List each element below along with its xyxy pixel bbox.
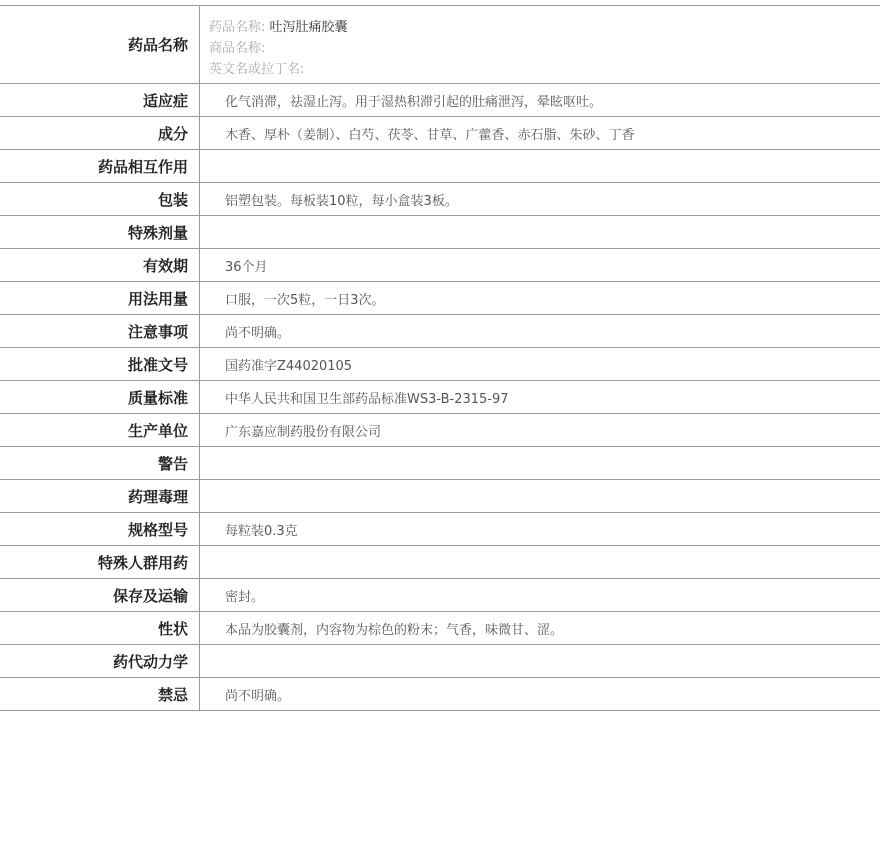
row-value: 尚不明确。 (225, 688, 291, 704)
row-label: 有效期 (0, 249, 200, 281)
row-label: 药代动力学 (0, 645, 200, 677)
row-value (200, 645, 880, 677)
row-value: 口服，一次5粒，一日3次。 (225, 292, 385, 308)
row-value: 本品为胶囊剂，内容物为棕色的粉末；气香，味微甘、涩。 (225, 622, 564, 638)
row-label: 保存及运输 (0, 579, 200, 611)
generic-name-key: 药品名称: (209, 20, 266, 35)
row-value: 国药准字Z44020105 (225, 358, 353, 374)
row-label: 质量标准 (0, 381, 200, 413)
row-value (200, 447, 880, 479)
row-value: 化气消滞，祛湿止泻。用于湿热积滞引起的肚痛泄泻，晕眩呕吐。 (225, 94, 603, 110)
row-label: 特殊剂量 (0, 216, 200, 248)
generic-name-value: 吐泻肚痛胶囊 (269, 20, 348, 35)
table-row-manufacturer (0, 414, 880, 447)
row-value: 木香、厚朴（姜制）、白芍、茯苓、甘草、广藿香、赤石脂、朱砂、丁香 (225, 127, 635, 143)
row-label: 性状 (0, 612, 200, 644)
generic-name-line (209, 17, 880, 38)
row-value (200, 480, 880, 512)
row-label: 生产单位 (0, 414, 200, 446)
table-row-expiry (0, 249, 880, 282)
row-value (200, 546, 880, 578)
trade-name-key: 商品名称: (209, 41, 266, 56)
row-value: 中华人民共和国卫生部药品标准WS3-B-2315-97 (225, 391, 509, 407)
table-row-interactions (0, 150, 880, 183)
row-label: 成分 (0, 117, 200, 149)
row-label: 批准文号 (0, 348, 200, 380)
row-label: 药理毒理 (0, 480, 200, 512)
row-label: 禁忌 (0, 678, 200, 710)
table-row-storage (0, 579, 880, 612)
row-value: 尚不明确。 (225, 325, 291, 341)
table-row-approval-number (0, 348, 880, 381)
table-row-packaging (0, 183, 880, 216)
row-label: 适应症 (0, 84, 200, 116)
table-row-special-dosage (0, 216, 880, 249)
row-value: 密封。 (225, 589, 265, 605)
drug-info-table (0, 5, 880, 711)
row-label: 特殊人群用药 (0, 546, 200, 578)
row-label: 包装 (0, 183, 200, 215)
row-label: 警告 (0, 447, 200, 479)
row-value (200, 216, 880, 248)
drug-name-row (0, 6, 880, 84)
table-row-specification (0, 513, 880, 546)
row-value: 每粒装0.3克 (225, 523, 298, 539)
table-row-precautions (0, 315, 880, 348)
row-value: 广东嘉应制药股份有限公司 (225, 424, 382, 440)
table-row-usage (0, 282, 880, 315)
row-label: 用法用量 (0, 282, 200, 314)
trade-name-line (209, 38, 880, 59)
english-name-key: 英文名或拉丁名: (209, 62, 305, 77)
row-label: 规格型号 (0, 513, 200, 545)
table-row-ingredients (0, 117, 880, 150)
row-value: 36个月 (225, 259, 268, 275)
drug-name-values (200, 6, 880, 83)
table-row-description (0, 612, 880, 645)
table-row-contraindications (0, 678, 880, 711)
table-row-pharmacokinetics (0, 645, 880, 678)
row-label: 注意事项 (0, 315, 200, 347)
english-name-line (209, 59, 880, 80)
row-label: 药品相互作用 (0, 150, 200, 182)
table-row-special-populations (0, 546, 880, 579)
table-row-pharmacology (0, 480, 880, 513)
table-row-quality-standard (0, 381, 880, 414)
row-value (200, 150, 880, 182)
table-row-warnings (0, 447, 880, 480)
row-value: 铝塑包装。每板装10粒，每小盒装3板。 (225, 193, 458, 209)
table-row-indications (0, 84, 880, 117)
drug-name-label: 药品名称 (0, 6, 200, 83)
